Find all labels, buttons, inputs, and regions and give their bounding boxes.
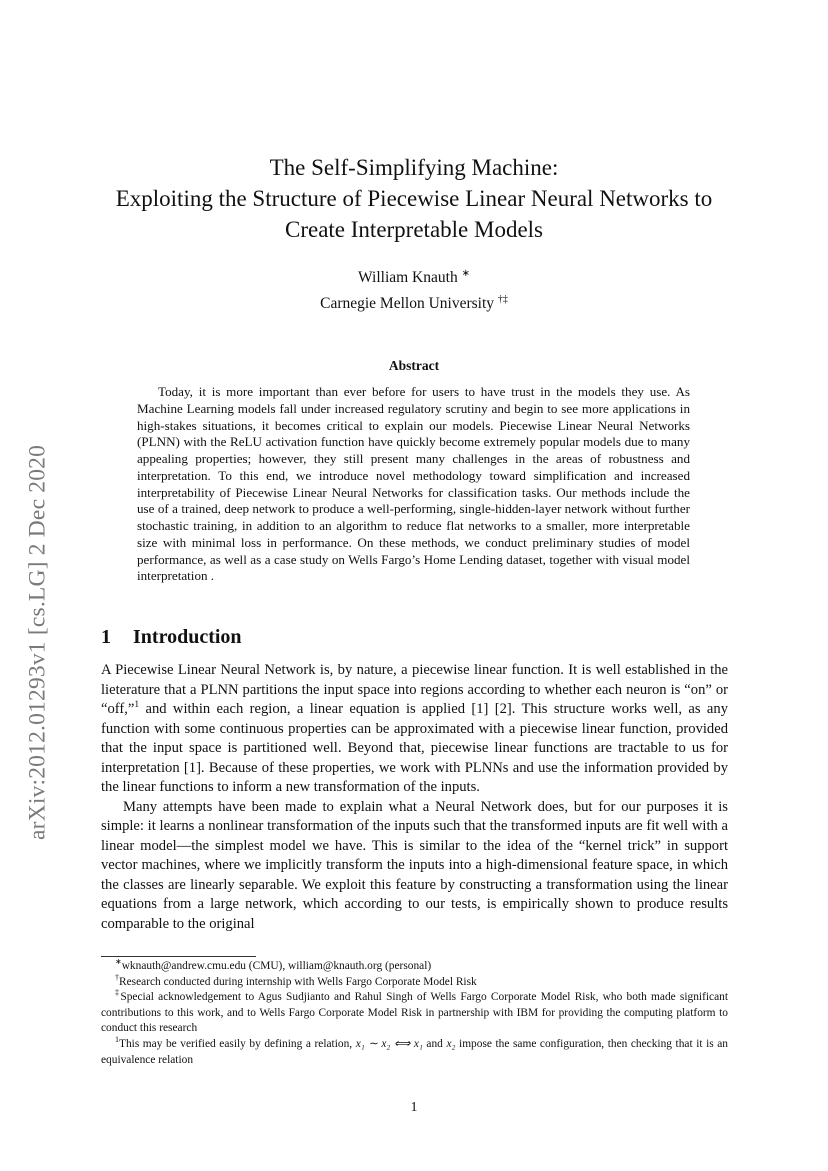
paragraph-1 bbox=[101, 661, 728, 798]
title-line-1: The Self-Simplifying Machine: bbox=[269, 155, 559, 180]
title-line-3: Create Interpretable Models bbox=[285, 217, 543, 242]
author-affiliation: Carnegie Mellon University bbox=[320, 295, 495, 313]
footnote-ref-1: 1 bbox=[134, 700, 140, 711]
footnote-3 bbox=[101, 990, 728, 1037]
section-heading bbox=[101, 626, 601, 649]
footnote-3-mark: ‡ bbox=[115, 988, 121, 998]
footnotes bbox=[101, 959, 728, 1068]
body-text bbox=[101, 661, 728, 934]
footnote-1-mark: ∗ bbox=[115, 957, 122, 967]
title-line-2: Exploiting the Structure of Piecewise Linear Neural Networks to bbox=[115, 186, 713, 211]
footnote-1-text: wknauth@andrew.cmu.edu (CMU), william@knauth.org (personal) bbox=[121, 960, 432, 972]
abstract-heading: Abstract bbox=[388, 358, 440, 373]
footnote-1 bbox=[101, 959, 728, 975]
footnote-4-text-a: This may be verified easily by defining a relation, bbox=[119, 1037, 356, 1050]
author-block bbox=[80, 263, 748, 315]
footnote-4-math-2: x₂ bbox=[446, 1037, 456, 1050]
footnote-2 bbox=[101, 972, 728, 991]
footnote-4-text-b: impose the same configuration, then checking that it is an equivalence relation bbox=[101, 1037, 728, 1066]
page-number: 1 bbox=[410, 1100, 418, 1115]
footnote-3-text: Special acknowledgement to Agus Sudjianto and Rahul Singh of Wells Fargo Corporate Model Risk, who both made significant contributions to this work, and to Wells Fargo Corporate Model Risk in partnership with IBM for providing the computing platform to conduct this research bbox=[101, 991, 729, 1035]
footnote-4-math: x₁ ∼ x₂ ⟺ x₁ bbox=[355, 1037, 423, 1050]
footnote-2-text: Research conducted during internship with Wells Fargo Corporate Model Risk bbox=[119, 975, 477, 988]
footnote-rule bbox=[101, 956, 256, 957]
author-name: William Knauth bbox=[358, 269, 458, 287]
paragraph-2: Many attempts have been made to explain what a Neural Network does, but for our purposes it is simple: it learns a nonlinear transformation of the inputs such that the transformed inputs are fit well with a linear model—the simplest model we have. This is similar to the idea of the “kernel trick” in support vector machines, where we implicitly transform the inputs into a high-dimensional feature space, in which the classes are linearly separable. We exploit this feature by constructing a transformation using the linear equations from a large network, which according to our tests, is empirically shown to produce results comparable to the original bbox=[101, 798, 728, 932]
paper-title bbox=[80, 152, 748, 245]
paragraph-1-part-b: and within each region, a linear equation is applied [1] [2]. This structure works well, as any function with some continuous properties can be approximated with a piecewise linear function, provided that the input space is partitioned well. Beyond that, piecewise linear functions are tractable to us for interpretation [1]. Because of these properties, we work with PLNNs and use the information provided by the linear functions to inform a new transformation of the inputs. bbox=[101, 701, 728, 795]
abstract-text: Today, it is more important than ever before for users to have trust in the models they use. As Machine Learning models fall under increased regulatory scrutiny and begin to see more applications in high-stakes situations, it becomes critical to explain our models. Piecewise Linear Neural Networks (PLNN) with the ReLU activation function have quickly become extremely popular models due to many appealing properties; however, they still present many challenges in the areas of robustness and interpretation. To this end, we introduce novel methodology toward simplification and increased interpretability of Piecewise Linear Neural Networks for classification tasks. Our methods include the use of a trained, deep network to produce a well-performing, single-hidden-layer network without further stochastic training, in addition to an algorithm to reduce flat networks to a smaller, more interpretable size with minimal loss in performance. On these methods, we conduct preliminary studies of model performance, as well as a case study on Wells Fargo’s Home Lending dataset, together with visual model interpretation . bbox=[137, 384, 690, 584]
arxiv-watermark: arXiv:2012.01293v1 [cs.LG] 2 Dec 2020 bbox=[24, 444, 51, 840]
footnote-4-mark: 1 bbox=[115, 1035, 119, 1045]
footnote-4 bbox=[101, 1037, 728, 1068]
footnote-4-and: and bbox=[422, 1037, 447, 1050]
author-footnote-mark: ∗ bbox=[461, 268, 470, 279]
affiliation-footnote-marks: †‡ bbox=[497, 294, 508, 306]
section-title: Introduction bbox=[133, 626, 242, 648]
section-number: 1 bbox=[101, 626, 111, 648]
footnote-2-mark: † bbox=[115, 972, 119, 982]
paragraph-1-part-a: A Piecewise Linear Neural Network is, by nature, a piecewise linear function. It is well established in the lieterature that a PLNN partitions the input space into regions according to whether each neuron is “on” or “off,” bbox=[101, 662, 728, 717]
